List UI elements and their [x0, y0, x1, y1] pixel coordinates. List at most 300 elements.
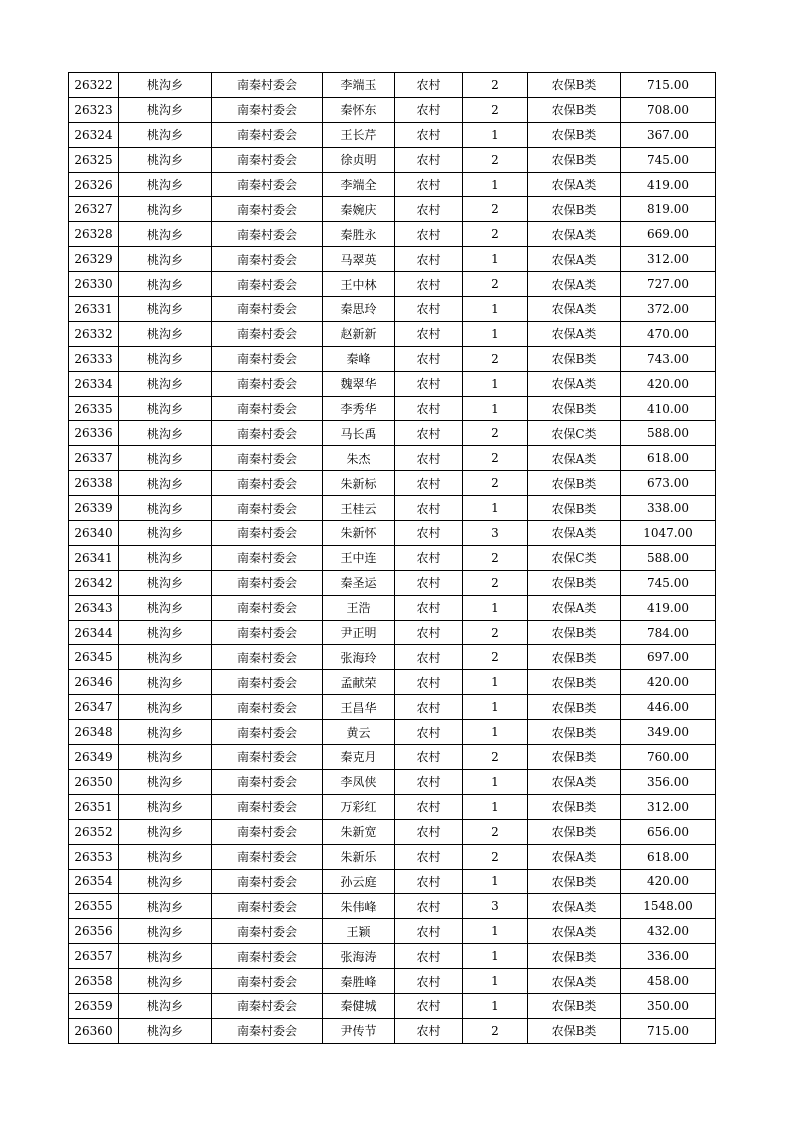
person-name-cell: 王中林: [323, 272, 395, 297]
insurance-category-cell: 农保B类: [528, 496, 621, 521]
amount-cell: 673.00: [621, 471, 716, 496]
area-type-cell: 农村: [395, 993, 463, 1018]
household-count-cell: 2: [463, 97, 528, 122]
person-name-cell: 秦圣运: [323, 570, 395, 595]
household-count-cell: 1: [463, 321, 528, 346]
amount-cell: 367.00: [621, 122, 716, 147]
township-cell: 桃沟乡: [119, 197, 212, 222]
insurance-category-cell: 农保A类: [528, 521, 621, 546]
village-committee-cell: 南秦村委会: [212, 570, 323, 595]
amount-cell: 784.00: [621, 620, 716, 645]
village-committee-cell: 南秦村委会: [212, 695, 323, 720]
village-committee-cell: 南秦村委会: [212, 745, 323, 770]
amount-cell: 697.00: [621, 645, 716, 670]
village-committee-cell: 南秦村委会: [212, 944, 323, 969]
township-cell: 桃沟乡: [119, 272, 212, 297]
household-count-cell: 2: [463, 222, 528, 247]
insurance-category-cell: 农保A类: [528, 371, 621, 396]
amount-cell: 819.00: [621, 197, 716, 222]
household-count-cell: 2: [463, 197, 528, 222]
insurance-category-cell: 农保B类: [528, 570, 621, 595]
household-count-cell: 2: [463, 844, 528, 869]
household-count-cell: 1: [463, 993, 528, 1018]
area-type-cell: 农村: [395, 471, 463, 496]
person-name-cell: 赵新新: [323, 321, 395, 346]
township-cell: 桃沟乡: [119, 670, 212, 695]
record-id-cell: 26355: [69, 894, 119, 919]
record-id-cell: 26340: [69, 521, 119, 546]
area-type-cell: 农村: [395, 1018, 463, 1043]
household-count-cell: 1: [463, 670, 528, 695]
township-cell: 桃沟乡: [119, 620, 212, 645]
village-committee-cell: 南秦村委会: [212, 321, 323, 346]
insurance-category-cell: 农保B类: [528, 471, 621, 496]
village-committee-cell: 南秦村委会: [212, 769, 323, 794]
record-id-cell: 26359: [69, 993, 119, 1018]
insurance-category-cell: 农保A类: [528, 844, 621, 869]
record-id-cell: 26354: [69, 869, 119, 894]
area-type-cell: 农村: [395, 421, 463, 446]
person-name-cell: 张海玲: [323, 645, 395, 670]
person-name-cell: 孙云庭: [323, 869, 395, 894]
table-row: [69, 794, 716, 819]
person-name-cell: 朱新标: [323, 471, 395, 496]
record-id-cell: 26349: [69, 745, 119, 770]
village-committee-cell: 南秦村委会: [212, 421, 323, 446]
record-id-cell: 26335: [69, 396, 119, 421]
insurance-category-cell: 农保A类: [528, 172, 621, 197]
household-count-cell: 2: [463, 147, 528, 172]
table-row: [69, 471, 716, 496]
record-id-cell: 26356: [69, 919, 119, 944]
table-row: [69, 496, 716, 521]
data-table: [68, 72, 716, 1044]
record-id-cell: 26325: [69, 147, 119, 172]
record-id-cell: 26347: [69, 695, 119, 720]
table-row: [69, 1018, 716, 1043]
amount-cell: 618.00: [621, 446, 716, 471]
village-committee-cell: 南秦村委会: [212, 496, 323, 521]
insurance-category-cell: 农保B类: [528, 73, 621, 98]
village-committee-cell: 南秦村委会: [212, 844, 323, 869]
village-committee-cell: 南秦村委会: [212, 396, 323, 421]
insurance-category-cell: 农保B类: [528, 1018, 621, 1043]
village-committee-cell: 南秦村委会: [212, 620, 323, 645]
area-type-cell: 农村: [395, 794, 463, 819]
village-committee-cell: 南秦村委会: [212, 645, 323, 670]
household-count-cell: 1: [463, 720, 528, 745]
village-committee-cell: 南秦村委会: [212, 521, 323, 546]
insurance-category-cell: 农保A类: [528, 595, 621, 620]
area-type-cell: 农村: [395, 894, 463, 919]
area-type-cell: 农村: [395, 73, 463, 98]
village-committee-cell: 南秦村委会: [212, 147, 323, 172]
amount-cell: 420.00: [621, 670, 716, 695]
township-cell: 桃沟乡: [119, 371, 212, 396]
area-type-cell: 农村: [395, 122, 463, 147]
township-cell: 桃沟乡: [119, 471, 212, 496]
township-cell: 桃沟乡: [119, 122, 212, 147]
insurance-category-cell: 农保B类: [528, 720, 621, 745]
village-committee-cell: 南秦村委会: [212, 222, 323, 247]
insurance-category-cell: 农保B类: [528, 745, 621, 770]
record-id-cell: 26353: [69, 844, 119, 869]
area-type-cell: 农村: [395, 371, 463, 396]
area-type-cell: 农村: [395, 769, 463, 794]
household-count-cell: 2: [463, 421, 528, 446]
amount-cell: 708.00: [621, 97, 716, 122]
table-row: [69, 197, 716, 222]
village-committee-cell: 南秦村委会: [212, 346, 323, 371]
amount-cell: 588.00: [621, 421, 716, 446]
amount-cell: 312.00: [621, 794, 716, 819]
insurance-category-cell: 农保A类: [528, 272, 621, 297]
area-type-cell: 农村: [395, 869, 463, 894]
area-type-cell: 农村: [395, 247, 463, 272]
household-count-cell: 1: [463, 496, 528, 521]
area-type-cell: 农村: [395, 720, 463, 745]
insurance-category-cell: 农保B类: [528, 993, 621, 1018]
amount-cell: 446.00: [621, 695, 716, 720]
insurance-category-cell: 农保B类: [528, 944, 621, 969]
amount-cell: 419.00: [621, 172, 716, 197]
area-type-cell: 农村: [395, 396, 463, 421]
township-cell: 桃沟乡: [119, 73, 212, 98]
table-row: [69, 122, 716, 147]
record-id-cell: 26327: [69, 197, 119, 222]
village-committee-cell: 南秦村委会: [212, 446, 323, 471]
area-type-cell: 农村: [395, 670, 463, 695]
village-committee-cell: 南秦村委会: [212, 471, 323, 496]
amount-cell: 338.00: [621, 496, 716, 521]
insurance-category-cell: 农保A类: [528, 222, 621, 247]
record-id-cell: 26330: [69, 272, 119, 297]
person-name-cell: 黄云: [323, 720, 395, 745]
area-type-cell: 农村: [395, 844, 463, 869]
household-count-cell: 1: [463, 944, 528, 969]
township-cell: 桃沟乡: [119, 595, 212, 620]
area-type-cell: 农村: [395, 272, 463, 297]
record-id-cell: 26339: [69, 496, 119, 521]
table-row: [69, 620, 716, 645]
table-row: [69, 446, 716, 471]
area-type-cell: 农村: [395, 97, 463, 122]
record-id-cell: 26338: [69, 471, 119, 496]
record-id-cell: 26343: [69, 595, 119, 620]
table-row: [69, 670, 716, 695]
table-row: [69, 321, 716, 346]
township-cell: 桃沟乡: [119, 720, 212, 745]
area-type-cell: 农村: [395, 222, 463, 247]
amount-cell: 618.00: [621, 844, 716, 869]
person-name-cell: 秦思玲: [323, 297, 395, 322]
record-id-cell: 26331: [69, 297, 119, 322]
area-type-cell: 农村: [395, 297, 463, 322]
record-id-cell: 26360: [69, 1018, 119, 1043]
township-cell: 桃沟乡: [119, 844, 212, 869]
area-type-cell: 农村: [395, 745, 463, 770]
area-type-cell: 农村: [395, 172, 463, 197]
township-cell: 桃沟乡: [119, 969, 212, 994]
township-cell: 桃沟乡: [119, 745, 212, 770]
amount-cell: 715.00: [621, 73, 716, 98]
village-committee-cell: 南秦村委会: [212, 297, 323, 322]
amount-cell: 745.00: [621, 570, 716, 595]
insurance-category-cell: 农保B类: [528, 122, 621, 147]
village-committee-cell: 南秦村委会: [212, 97, 323, 122]
person-name-cell: 张海涛: [323, 944, 395, 969]
table-row: [69, 297, 716, 322]
household-count-cell: 1: [463, 969, 528, 994]
township-cell: 桃沟乡: [119, 222, 212, 247]
township-cell: 桃沟乡: [119, 147, 212, 172]
amount-cell: 356.00: [621, 769, 716, 794]
table-row: [69, 969, 716, 994]
township-cell: 桃沟乡: [119, 794, 212, 819]
record-id-cell: 26337: [69, 446, 119, 471]
person-name-cell: 万彩红: [323, 794, 395, 819]
table-row: [69, 993, 716, 1018]
record-id-cell: 26328: [69, 222, 119, 247]
insurance-category-cell: 农保A类: [528, 297, 621, 322]
table-row: [69, 371, 716, 396]
person-name-cell: 朱新宽: [323, 819, 395, 844]
area-type-cell: 农村: [395, 595, 463, 620]
table-row: [69, 595, 716, 620]
area-type-cell: 农村: [395, 819, 463, 844]
township-cell: 桃沟乡: [119, 695, 212, 720]
insurance-category-cell: 农保A类: [528, 446, 621, 471]
area-type-cell: 农村: [395, 944, 463, 969]
insurance-category-cell: 农保A类: [528, 894, 621, 919]
township-cell: 桃沟乡: [119, 894, 212, 919]
person-name-cell: 秦克月: [323, 745, 395, 770]
township-cell: 桃沟乡: [119, 570, 212, 595]
township-cell: 桃沟乡: [119, 247, 212, 272]
area-type-cell: 农村: [395, 446, 463, 471]
household-count-cell: 2: [463, 620, 528, 645]
village-committee-cell: 南秦村委会: [212, 894, 323, 919]
insurance-category-cell: 农保B类: [528, 819, 621, 844]
person-name-cell: 王昌华: [323, 695, 395, 720]
amount-cell: 727.00: [621, 272, 716, 297]
person-name-cell: 王中连: [323, 545, 395, 570]
area-type-cell: 农村: [395, 570, 463, 595]
household-count-cell: 2: [463, 471, 528, 496]
person-name-cell: 马翠英: [323, 247, 395, 272]
table-row: [69, 769, 716, 794]
amount-cell: 715.00: [621, 1018, 716, 1043]
insurance-category-cell: 农保B类: [528, 346, 621, 371]
person-name-cell: 秦峰: [323, 346, 395, 371]
table-row: [69, 396, 716, 421]
record-id-cell: 26336: [69, 421, 119, 446]
person-name-cell: 李端玉: [323, 73, 395, 98]
person-name-cell: 朱新怀: [323, 521, 395, 546]
insurance-category-cell: 农保B类: [528, 396, 621, 421]
village-committee-cell: 南秦村委会: [212, 73, 323, 98]
person-name-cell: 秦婉庆: [323, 197, 395, 222]
township-cell: 桃沟乡: [119, 1018, 212, 1043]
township-cell: 桃沟乡: [119, 172, 212, 197]
township-cell: 桃沟乡: [119, 545, 212, 570]
record-id-cell: 26357: [69, 944, 119, 969]
table-row: [69, 147, 716, 172]
table-row: [69, 421, 716, 446]
village-committee-cell: 南秦村委会: [212, 371, 323, 396]
household-count-cell: 1: [463, 769, 528, 794]
township-cell: 桃沟乡: [119, 521, 212, 546]
household-count-cell: 1: [463, 396, 528, 421]
area-type-cell: 农村: [395, 197, 463, 222]
household-count-cell: 2: [463, 1018, 528, 1043]
village-committee-cell: 南秦村委会: [212, 794, 323, 819]
record-id-cell: 26350: [69, 769, 119, 794]
table-row: [69, 172, 716, 197]
household-count-cell: 1: [463, 371, 528, 396]
amount-cell: 372.00: [621, 297, 716, 322]
person-name-cell: 徐贞明: [323, 147, 395, 172]
table-row: [69, 97, 716, 122]
table-row: [69, 944, 716, 969]
record-id-cell: 26358: [69, 969, 119, 994]
amount-cell: 470.00: [621, 321, 716, 346]
village-committee-cell: 南秦村委会: [212, 670, 323, 695]
amount-cell: 410.00: [621, 396, 716, 421]
household-count-cell: 2: [463, 745, 528, 770]
table-row: [69, 570, 716, 595]
record-id-cell: 26342: [69, 570, 119, 595]
record-id-cell: 26332: [69, 321, 119, 346]
area-type-cell: 农村: [395, 521, 463, 546]
insurance-category-cell: 农保A类: [528, 769, 621, 794]
insurance-category-cell: 农保B类: [528, 147, 621, 172]
amount-cell: 669.00: [621, 222, 716, 247]
person-name-cell: 尹传节: [323, 1018, 395, 1043]
person-name-cell: 尹正明: [323, 620, 395, 645]
village-committee-cell: 南秦村委会: [212, 545, 323, 570]
household-count-cell: 2: [463, 570, 528, 595]
table-row: [69, 222, 716, 247]
insurance-category-cell: 农保A类: [528, 919, 621, 944]
area-type-cell: 农村: [395, 346, 463, 371]
area-type-cell: 农村: [395, 919, 463, 944]
table-body: [69, 73, 716, 1044]
township-cell: 桃沟乡: [119, 769, 212, 794]
table-row: [69, 346, 716, 371]
township-cell: 桃沟乡: [119, 396, 212, 421]
township-cell: 桃沟乡: [119, 944, 212, 969]
amount-cell: 432.00: [621, 919, 716, 944]
village-committee-cell: 南秦村委会: [212, 272, 323, 297]
amount-cell: 420.00: [621, 371, 716, 396]
record-id-cell: 26322: [69, 73, 119, 98]
village-committee-cell: 南秦村委会: [212, 122, 323, 147]
record-id-cell: 26346: [69, 670, 119, 695]
table-row: [69, 919, 716, 944]
household-count-cell: 1: [463, 247, 528, 272]
person-name-cell: 朱杰: [323, 446, 395, 471]
person-name-cell: 朱新乐: [323, 844, 395, 869]
insurance-category-cell: 农保B类: [528, 869, 621, 894]
household-count-cell: 3: [463, 894, 528, 919]
village-committee-cell: 南秦村委会: [212, 172, 323, 197]
table-row: [69, 819, 716, 844]
table-row: [69, 894, 716, 919]
household-count-cell: 2: [463, 446, 528, 471]
township-cell: 桃沟乡: [119, 446, 212, 471]
person-name-cell: 秦怀东: [323, 97, 395, 122]
amount-cell: 349.00: [621, 720, 716, 745]
township-cell: 桃沟乡: [119, 645, 212, 670]
area-type-cell: 农村: [395, 496, 463, 521]
household-count-cell: 2: [463, 545, 528, 570]
amount-cell: 745.00: [621, 147, 716, 172]
record-id-cell: 26333: [69, 346, 119, 371]
village-committee-cell: 南秦村委会: [212, 1018, 323, 1043]
household-count-cell: 1: [463, 695, 528, 720]
village-committee-cell: 南秦村委会: [212, 197, 323, 222]
record-id-cell: 26334: [69, 371, 119, 396]
amount-cell: 420.00: [621, 869, 716, 894]
household-count-cell: 2: [463, 73, 528, 98]
amount-cell: 656.00: [621, 819, 716, 844]
record-id-cell: 26323: [69, 97, 119, 122]
person-name-cell: 李秀华: [323, 396, 395, 421]
household-count-cell: 1: [463, 172, 528, 197]
village-committee-cell: 南秦村委会: [212, 869, 323, 894]
record-id-cell: 26326: [69, 172, 119, 197]
record-id-cell: 26345: [69, 645, 119, 670]
person-name-cell: 王长芹: [323, 122, 395, 147]
record-id-cell: 26352: [69, 819, 119, 844]
person-name-cell: 王桂云: [323, 496, 395, 521]
person-name-cell: 魏翠华: [323, 371, 395, 396]
township-cell: 桃沟乡: [119, 819, 212, 844]
amount-cell: 760.00: [621, 745, 716, 770]
amount-cell: 312.00: [621, 247, 716, 272]
village-committee-cell: 南秦村委会: [212, 919, 323, 944]
village-committee-cell: 南秦村委会: [212, 720, 323, 745]
household-count-cell: 1: [463, 794, 528, 819]
person-name-cell: 王浩: [323, 595, 395, 620]
person-name-cell: 李端全: [323, 172, 395, 197]
township-cell: 桃沟乡: [119, 321, 212, 346]
insurance-category-cell: 农保B类: [528, 794, 621, 819]
village-committee-cell: 南秦村委会: [212, 993, 323, 1018]
record-id-cell: 26329: [69, 247, 119, 272]
household-count-cell: 2: [463, 645, 528, 670]
table-row: [69, 869, 716, 894]
household-count-cell: 2: [463, 819, 528, 844]
table-row: [69, 844, 716, 869]
person-name-cell: 秦健城: [323, 993, 395, 1018]
amount-cell: 419.00: [621, 595, 716, 620]
insurance-category-cell: 农保B类: [528, 645, 621, 670]
amount-cell: 588.00: [621, 545, 716, 570]
insurance-category-cell: 农保C类: [528, 421, 621, 446]
village-committee-cell: 南秦村委会: [212, 247, 323, 272]
township-cell: 桃沟乡: [119, 297, 212, 322]
record-id-cell: 26324: [69, 122, 119, 147]
person-name-cell: 李凤侠: [323, 769, 395, 794]
insurance-category-cell: 农保A类: [528, 247, 621, 272]
township-cell: 桃沟乡: [119, 869, 212, 894]
table-row: [69, 545, 716, 570]
village-committee-cell: 南秦村委会: [212, 595, 323, 620]
table-row: [69, 272, 716, 297]
village-committee-cell: 南秦村委会: [212, 969, 323, 994]
